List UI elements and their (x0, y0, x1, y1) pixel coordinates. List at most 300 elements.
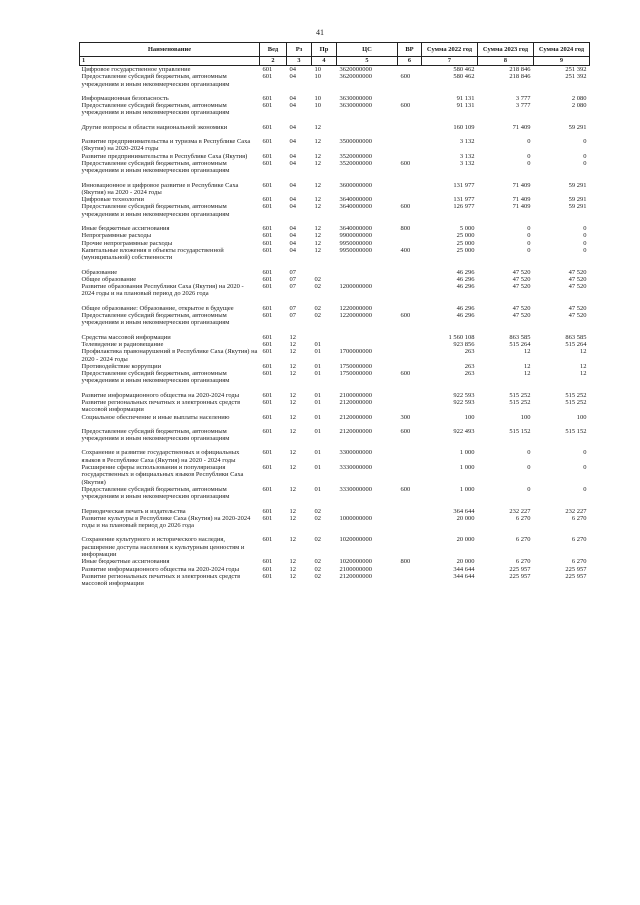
row-ved: 601 (262, 558, 273, 566)
row-sum-2022: 160 109 (453, 123, 475, 131)
row-spacer-cell (80, 88, 590, 95)
row-sum-2022: 922 493 (453, 427, 475, 435)
row-sum-2022: 263 (464, 348, 475, 356)
column-number-row (80, 57, 590, 66)
row-sum-2023: 0 (527, 152, 531, 160)
row-pr: 02 (314, 565, 321, 573)
row-vr (398, 66, 422, 74)
row-name: Развитие информационного общества на 2020-2024 годы (81, 391, 240, 399)
row-cs: 3640000000 (339, 203, 372, 211)
row-sum-2022: 131 977 (453, 181, 475, 189)
col-header-name: Наименование (80, 43, 260, 57)
row-vr (398, 232, 422, 239)
table-row (80, 334, 590, 341)
row-rz: 04 (289, 196, 296, 204)
row-rz: 04 (289, 203, 296, 211)
row-pr: 02 (314, 507, 321, 515)
col-number: 1 (80, 57, 260, 66)
row-spacer-cell (80, 262, 590, 269)
row-ved: 601 (262, 283, 273, 291)
row-vr (398, 392, 422, 399)
table-row (80, 312, 590, 327)
row-pr: 02 (314, 312, 321, 320)
row-cs (337, 276, 398, 283)
row-vr (398, 276, 422, 283)
table-row (80, 370, 590, 385)
row-rz: 12 (289, 413, 296, 421)
row-name: Предоставление субсидий бюджетным, автономным учреждениям и иным некоммерческим организациям (81, 102, 230, 117)
row-vr: 600 (400, 370, 411, 378)
row-ved: 601 (262, 370, 273, 378)
row-spacer-cell (80, 442, 590, 449)
row-sum-2024: 59 291 (568, 123, 587, 131)
row-ved: 601 (262, 73, 273, 81)
row-rz: 12 (289, 362, 296, 370)
row-vr: 400 (400, 246, 411, 254)
row-sum-2024: 251 392 (565, 73, 587, 81)
row-spacer (80, 421, 590, 428)
row-rz: 12 (289, 572, 296, 580)
row-spacer-cell (80, 327, 590, 334)
row-ved: 601 (262, 159, 273, 167)
row-vr (398, 449, 422, 464)
row-rz: 04 (289, 181, 296, 189)
row-cs: 3620000000 (339, 73, 372, 81)
row-cs: 3330000000 (339, 485, 372, 493)
row-name: Предоставление субсидий бюджетным, автономным учреждениям и иным некоммерческим организациям (81, 312, 230, 327)
row-ved: 601 (262, 449, 273, 457)
row-sum-2023: 0 (527, 464, 531, 472)
row-name: Сохранение культурного и исторического наследия, расширение доступа населения к культурным ценностям и информации (81, 536, 245, 559)
col-number: 2 (260, 57, 287, 66)
row-sum-2022: 91 131 (456, 94, 475, 102)
row-spacer-cell (80, 385, 590, 392)
row-ved: 601 (262, 275, 273, 283)
row-rz: 04 (289, 246, 296, 254)
row-name: Предоставление субсидий бюджетным, автономным учреждениям и иным некоммерческим организациям (81, 485, 230, 501)
row-ved: 601 (262, 225, 273, 233)
row-ved: 601 (262, 572, 273, 580)
table-row (80, 66, 590, 74)
row-sum-2022: 580 462 (453, 73, 475, 81)
row-cs (337, 269, 398, 276)
row-spacer (80, 131, 590, 138)
row-ved: 601 (262, 304, 273, 312)
table-row (80, 566, 590, 573)
row-name: Развитие региональных печатных и электронных средств массовой информации (81, 572, 241, 588)
row-sum-2023: 6 270 (515, 558, 531, 566)
row-pr: 01 (314, 464, 321, 472)
row-sum-2023: 218 846 (509, 66, 531, 73)
row-pr: 12 (314, 152, 321, 160)
row-pr: 02 (314, 558, 321, 566)
row-name: Расширение сферы использования и популяризация государственных и официальных языков Республики Саха (Якутия) (81, 464, 244, 486)
row-sum-2023: 863 585 (509, 333, 531, 341)
row-sum-2023: 71 409 (512, 123, 531, 131)
table-row (80, 276, 590, 283)
row-cs: 3520000000 (339, 159, 372, 167)
row-sum-2022: 3 132 (459, 159, 475, 167)
row-sum-2024: 47 520 (568, 283, 587, 291)
row-pr: 12 (314, 181, 321, 189)
header-row (80, 43, 590, 57)
row-sum-2022: 3 132 (459, 152, 475, 160)
row-name: Предоставление субсидий бюджетным, автономным учреждениям и иным некоммерческим организациям (81, 203, 230, 218)
row-sum-2024: 2 080 (571, 102, 587, 110)
row-pr (312, 269, 337, 276)
row-vr (398, 341, 422, 348)
row-name: Развитие информационного общества на 2020-2024 годы (81, 565, 240, 573)
row-sum-2024: 225 957 (565, 565, 587, 573)
row-rz: 04 (289, 66, 296, 73)
row-sum-2022: 923 856 (453, 340, 475, 348)
row-sum-2023: 0 (527, 159, 531, 167)
col-header-rz: Рз (287, 43, 312, 57)
table-row (80, 283, 590, 298)
row-pr: 01 (314, 398, 321, 406)
row-name: Периодическая печать и издательства (81, 507, 186, 515)
row-rz: 12 (289, 427, 296, 435)
row-cs: 3630000000 (339, 94, 372, 102)
row-ved: 601 (262, 398, 273, 406)
table-row (80, 269, 590, 276)
row-sum-2023: 515 264 (509, 340, 531, 348)
row-sum-2023: 47 520 (512, 275, 531, 283)
row-name: Капитальные вложения в объекты государственной (муниципальной) собственности (81, 246, 224, 262)
row-pr: 02 (314, 304, 321, 312)
row-ved: 601 (262, 123, 273, 131)
row-sum-2024: 6 270 (571, 514, 587, 522)
col-number: 5 (337, 57, 398, 66)
row-sum-2022: 20 000 (456, 514, 475, 522)
row-cs: 3520000000 (339, 152, 372, 160)
col-header-sum-2022: Сумма 2022 год (422, 43, 478, 57)
row-rz: 12 (289, 485, 296, 493)
col-number: 9 (534, 57, 590, 66)
row-sum-2023: 515 252 (509, 391, 531, 399)
row-cs: 3620000000 (339, 66, 372, 73)
row-rz: 04 (289, 138, 296, 146)
row-cs: 2100000000 (339, 391, 372, 399)
table-row (80, 449, 590, 464)
row-rz: 12 (289, 565, 296, 573)
table-row (80, 196, 590, 203)
row-ved: 601 (262, 312, 273, 320)
row-cs: 1220000000 (339, 304, 372, 312)
row-sum-2023: 47 520 (512, 283, 531, 291)
row-spacer (80, 529, 590, 536)
row-vr (398, 95, 422, 102)
col-number: 8 (478, 57, 534, 66)
table-row (80, 124, 590, 131)
row-sum-2024: 515 264 (565, 340, 587, 348)
row-sum-2023: 12 (524, 348, 531, 356)
row-rz: 12 (289, 333, 296, 341)
row-rz: 04 (289, 152, 296, 160)
row-sum-2022: 1 000 (459, 449, 475, 457)
row-sum-2024: 515 252 (565, 391, 587, 399)
row-sum-2022: 5 000 (459, 225, 475, 233)
table-row (80, 341, 590, 348)
row-rz: 07 (289, 283, 296, 291)
row-sum-2023: 218 846 (509, 73, 531, 81)
row-ved: 601 (262, 196, 273, 204)
row-spacer-cell (80, 529, 590, 536)
row-spacer (80, 262, 590, 269)
row-sum-2022: 1 000 (459, 464, 475, 472)
row-cs: 9950000000 (339, 246, 372, 254)
table-row (80, 558, 590, 565)
row-sum-2024: 0 (583, 232, 587, 240)
table-row (80, 414, 590, 421)
row-name: Цифровые технологии (81, 196, 144, 204)
row-cs: 2120000000 (339, 427, 372, 435)
table-row (80, 182, 590, 197)
row-name: Сохранение и развитие государственных и официальных языков в Республике Саха (Якутия) на 2020 - 2024 годы (81, 449, 240, 464)
row-rz: 04 (289, 73, 296, 81)
row-sum-2023: 0 (527, 239, 531, 247)
row-name: Иные бюджетные ассигнования (81, 225, 170, 233)
row-rz: 04 (289, 239, 296, 247)
row-sum-2023: 515 152 (509, 427, 531, 435)
row-pr: 12 (314, 203, 321, 211)
row-vr: 800 (400, 558, 411, 566)
row-rz: 12 (289, 370, 296, 378)
table-row (80, 464, 590, 486)
row-rz: 04 (289, 94, 296, 102)
row-pr: 01 (314, 427, 321, 435)
row-sum-2024: 2 080 (571, 94, 587, 102)
row-sum-2022: 263 (464, 362, 475, 370)
row-sum-2023: 232 227 (509, 507, 531, 515)
row-ved: 601 (262, 268, 273, 276)
row-ved: 601 (262, 66, 273, 73)
row-spacer-cell (80, 131, 590, 138)
row-pr: 12 (314, 232, 321, 240)
row-pr: 12 (314, 225, 321, 233)
row-ved: 601 (262, 340, 273, 348)
row-sum-2024: 232 227 (565, 507, 587, 515)
row-vr (398, 515, 422, 530)
row-ved: 601 (262, 152, 273, 160)
table-row (80, 392, 590, 399)
row-sum-2024: 47 520 (568, 275, 587, 283)
row-sum-2023: 47 520 (512, 304, 531, 312)
row-ved: 601 (262, 181, 273, 189)
row-name: Развитие региональных печатных и электронных средств массовой информации (81, 398, 241, 414)
row-sum-2024: 59 291 (568, 196, 587, 204)
row-sum-2023: 6 270 (515, 514, 531, 522)
row-vr (398, 508, 422, 515)
row-sum-2024: 863 585 (565, 333, 587, 341)
row-name: Противодействие коррупции (81, 362, 162, 370)
row-sum-2022: 126 977 (453, 203, 475, 211)
budget-table (79, 42, 590, 588)
row-sum-2024: 225 957 (565, 572, 587, 580)
row-sum-2023: 47 520 (512, 312, 531, 320)
row-pr: 01 (314, 391, 321, 399)
row-name: Профилактика правонарушений в Республике Саха (Якутия) на 2020 - 2024 годы (81, 348, 258, 363)
row-sum-2023: 225 957 (509, 572, 531, 580)
row-spacer (80, 442, 590, 449)
row-name: Средства массовой информации (81, 333, 171, 341)
row-vr (398, 363, 422, 370)
row-vr: 600 (400, 159, 411, 167)
row-cs: 1020000000 (339, 558, 372, 566)
row-rz: 12 (289, 507, 296, 515)
row-name: Предоставление субсидий бюджетным, автономным учреждениям и иным некоммерческим организациям (81, 370, 230, 385)
row-sum-2022: 1 560 108 (448, 333, 475, 341)
row-pr: 01 (314, 413, 321, 421)
row-spacer (80, 385, 590, 392)
col-header-ved: Вед (260, 43, 287, 57)
row-pr: 10 (314, 66, 321, 73)
row-cs: 1750000000 (339, 362, 372, 370)
row-pr: 02 (314, 275, 321, 283)
row-sum-2022: 25 000 (456, 246, 475, 254)
row-name: Цифровое государственное управление (81, 66, 191, 73)
row-name: Развитие предпринимательства в Республике Саха (Якутия) (81, 152, 248, 160)
row-cs: 1750000000 (339, 370, 372, 378)
row-sum-2022: 344 644 (453, 572, 475, 580)
row-pr: 12 (314, 138, 321, 146)
table-row (80, 73, 590, 88)
row-sum-2024: 0 (583, 152, 587, 160)
row-sum-2022: 25 000 (456, 239, 475, 247)
row-name: Инновационное и цифровое развитие в Республике Саха (Якутия) на 2020 - 2024 годы (81, 181, 239, 196)
row-ved: 601 (262, 348, 273, 356)
row-sum-2023: 0 (527, 246, 531, 254)
row-sum-2024: 59 291 (568, 181, 587, 189)
row-sum-2022: 91 131 (456, 102, 475, 110)
row-vr: 800 (400, 225, 411, 233)
table-row (80, 536, 590, 558)
row-vr: 600 (400, 203, 411, 211)
row-spacer (80, 88, 590, 95)
row-ved: 601 (262, 565, 273, 573)
row-pr: 12 (314, 196, 321, 204)
row-name: Социальное обеспечение и иные выплаты населению (81, 413, 230, 421)
row-spacer-cell (80, 117, 590, 124)
row-ved: 601 (262, 102, 273, 110)
row-name: Общее образование: Образование, открытое в будущее (81, 304, 234, 312)
row-sum-2022: 1 000 (459, 485, 475, 493)
row-sum-2023: 3 777 (515, 94, 531, 102)
row-sum-2022: 922 593 (453, 391, 475, 399)
row-sum-2023: 100 (520, 413, 531, 421)
row-pr: 10 (314, 73, 321, 81)
row-rz: 12 (289, 449, 296, 457)
row-cs: 2100000000 (339, 565, 372, 573)
row-rz: 07 (289, 312, 296, 320)
row-sum-2022: 131 977 (453, 196, 475, 204)
row-vr: 600 (400, 485, 411, 493)
row-vr (398, 566, 422, 573)
row-sum-2024: 59 291 (568, 203, 587, 211)
row-pr: 02 (314, 514, 321, 522)
col-number: 3 (287, 57, 312, 66)
row-sum-2024: 0 (583, 449, 587, 457)
row-pr: 01 (314, 485, 321, 493)
row-ved: 601 (262, 536, 273, 544)
row-sum-2023: 515 252 (509, 398, 531, 406)
row-pr: 01 (314, 362, 321, 370)
row-sum-2022: 263 (464, 370, 475, 378)
row-name: Развитие образования Республики Саха (Якутия) на 2020 - 2024 годы и на плановый период до 2026 года (81, 283, 244, 298)
row-sum-2022: 46 296 (456, 304, 475, 312)
row-ved: 601 (262, 514, 273, 522)
row-sum-2023: 0 (527, 225, 531, 233)
row-spacer (80, 218, 590, 225)
row-sum-2024: 6 270 (571, 536, 587, 544)
row-sum-2023: 47 520 (512, 268, 531, 276)
row-rz: 07 (289, 275, 296, 283)
row-vr (398, 399, 422, 414)
table-row (80, 203, 590, 218)
row-sum-2022: 46 296 (456, 275, 475, 283)
row-name: Прочие непрограммные расходы (81, 239, 173, 247)
row-vr (398, 196, 422, 203)
row-name: Развитие предпринимательства и туризма в Республике Саха (Якутия) на 2020-2024 годы (81, 138, 251, 153)
row-sum-2024: 515 252 (565, 398, 587, 406)
row-rz: 07 (289, 268, 296, 276)
row-cs: 1220000000 (339, 312, 372, 320)
row-rz: 12 (289, 558, 296, 566)
table-row (80, 232, 590, 239)
row-name: Информационная безопасность (81, 94, 169, 102)
row-vr (398, 138, 422, 153)
row-pr (312, 334, 337, 341)
row-sum-2024: 515 152 (565, 427, 587, 435)
row-cs: 2120000000 (339, 413, 372, 421)
row-spacer-cell (80, 175, 590, 182)
row-spacer-cell (80, 421, 590, 428)
row-cs: 3640000000 (339, 196, 372, 204)
row-sum-2023: 12 (524, 362, 531, 370)
table-row (80, 305, 590, 312)
row-pr: 01 (314, 449, 321, 457)
row-sum-2023: 0 (527, 485, 531, 493)
row-cs: 3330000000 (339, 464, 372, 472)
table-row (80, 240, 590, 247)
page-number: 41 (316, 28, 324, 37)
row-pr: 10 (314, 94, 321, 102)
row-pr: 12 (314, 246, 321, 254)
row-pr: 01 (314, 340, 321, 348)
row-spacer (80, 327, 590, 334)
row-sum-2023: 0 (527, 232, 531, 240)
row-rz: 12 (289, 514, 296, 522)
row-cs: 1200000000 (339, 283, 372, 291)
table-row (80, 486, 590, 501)
row-sum-2024: 0 (583, 225, 587, 233)
row-ved: 601 (262, 464, 273, 472)
row-sum-2022: 46 296 (456, 283, 475, 291)
row-rz: 12 (289, 464, 296, 472)
row-sum-2022: 20 000 (456, 558, 475, 566)
row-spacer-cell (80, 298, 590, 305)
row-ved: 601 (262, 94, 273, 102)
row-sum-2023: 71 409 (512, 203, 531, 211)
row-vr (398, 269, 422, 276)
row-sum-2022: 46 296 (456, 312, 475, 320)
table-row (80, 348, 590, 363)
row-sum-2024: 0 (583, 239, 587, 247)
row-sum-2023: 71 409 (512, 181, 531, 189)
row-ved: 601 (262, 138, 273, 146)
row-rz: 04 (289, 123, 296, 131)
row-cs (337, 124, 398, 131)
